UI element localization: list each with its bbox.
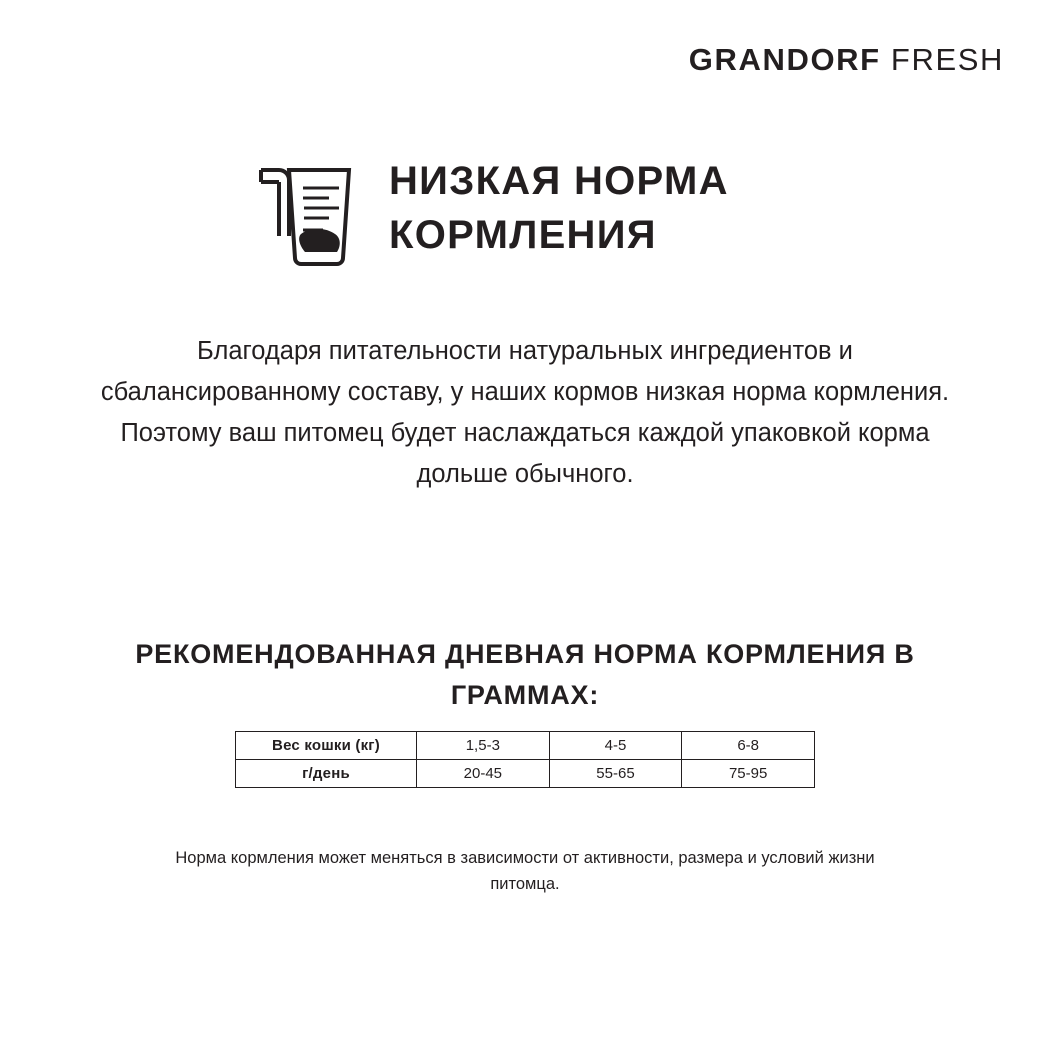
feeding-footnote: Норма кормления может меняться в зависимости от активности, размера и условий жизни питомца. bbox=[175, 848, 875, 893]
table-row-header: Вес кошки (кг) bbox=[236, 732, 417, 760]
table-cell: 4-5 bbox=[549, 732, 682, 760]
table-cell: 55-65 bbox=[549, 760, 682, 788]
headline-block bbox=[0, 140, 1050, 283]
intro-paragraph: Благодаря питательности натуральных ингредиентов и сбалансированному составу, у наших кормов низкая норма кормления. Поэтому ваш питомец будет наслаждаться каждой упаковкой корма дольше обычного. bbox=[100, 336, 950, 489]
brand-name-light: FRESH bbox=[890, 42, 1004, 77]
measuring-cup-icon bbox=[231, 148, 371, 283]
feeding-norm-table bbox=[235, 731, 815, 788]
brand-name-bold: GRANDORF bbox=[688, 42, 881, 77]
table-cell: 6-8 bbox=[682, 732, 815, 760]
page-title: НИЗКАЯ НОРМА КОРМЛЕНИЯ bbox=[389, 159, 729, 257]
brand-logo bbox=[689, 44, 1004, 75]
table-row-header: г/день bbox=[236, 760, 417, 788]
table-cell: 75-95 bbox=[682, 760, 815, 788]
table-row bbox=[236, 732, 815, 760]
table-row bbox=[236, 760, 815, 788]
table-cell: 20-45 bbox=[417, 760, 550, 788]
section-title: РЕКОМЕНДОВАННАЯ ДНЕВНАЯ НОРМА КОРМЛЕНИЯ В ГРАММАХ: bbox=[135, 639, 915, 710]
table-cell: 1,5-3 bbox=[417, 732, 550, 760]
